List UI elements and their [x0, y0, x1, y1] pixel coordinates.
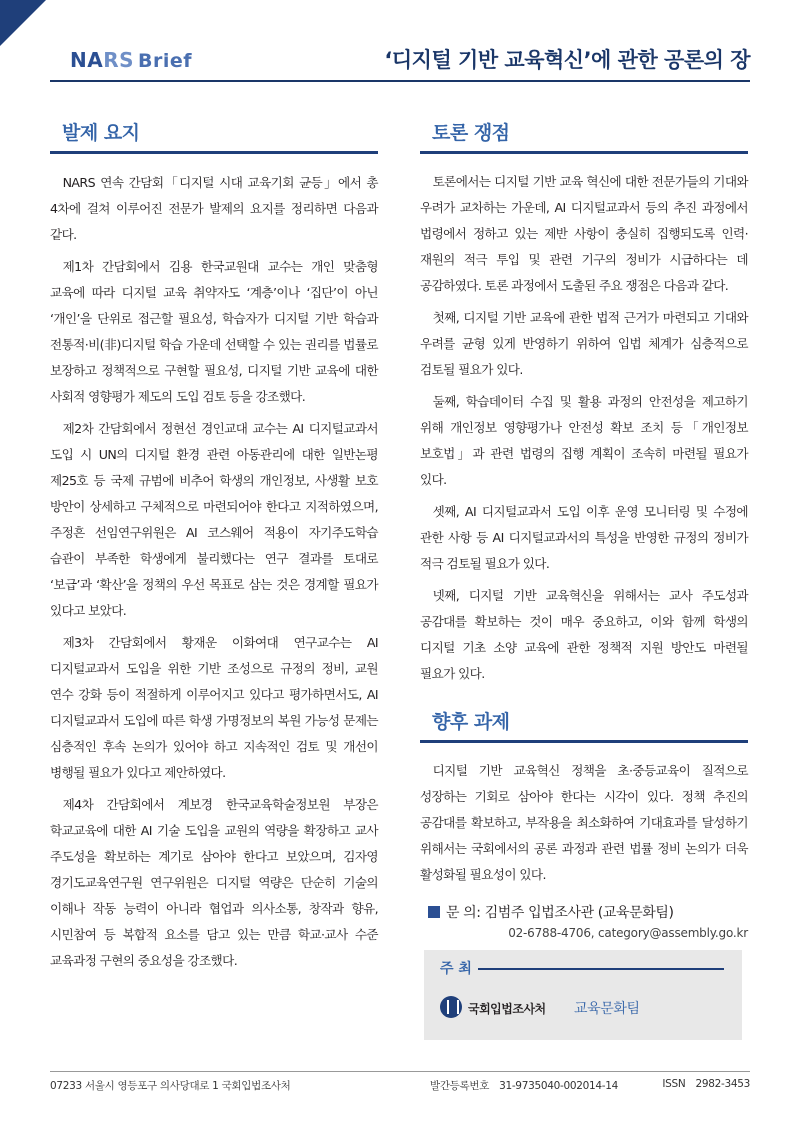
contact-line: [428, 902, 748, 922]
paragraph: 토론에서는 디지털 기반 교육 혁신에 대한 전문가들의 기대와 우려가 교차하는 가운데, AI 디지털교과서 등의 추진 과정에서 법령에서 정하고 있는 제반 사항이 충실히 집행되도록 인력·재원의 적극 투입 및 관련 기구의 정비가 시급하다는 데 공감하였다. 토론 과정에서 도출된 주요 쟁점은 다음과 같다.: [420, 174, 748, 293]
host-box: [424, 950, 742, 1040]
footer-issn: [662, 1078, 750, 1090]
contact-details: 02-6788-4706, category@assembly.go.kr: [508, 926, 748, 940]
paragraph: 제4차 간담회에서 계보경 한국교육학술정보원 부장은 학교교육에 대한 AI 기술 도입을 교원의 역량을 확장하고 교사 주도성을 확보하는 계기로 삼아야 한다고 보았으며, 김자영 경기도교육연구원 연구위원은 디지털 역량은 단순히 기술의 이해나 작동 능력이 아니라 협업과 의사소통, 창작과 향유, 시민참여 등 복합적 요소를 담고 있는 만큼 학교·교사 수준 교육과정 구현의 중요성을 강조했다.: [50, 797, 378, 968]
paragraph: 넷째, 디지털 기반 교육혁신을 위해서는 교사 주도성과 공감대를 확보하는 것이 매우 중요하고, 이와 함께 학생의 디지털 기초 소양 교육에 관한 정책적 지원 방안도 마련될 필요가 있다.: [420, 588, 748, 681]
footer-registration: [430, 1078, 618, 1093]
section-title-discussion: 토론 쟁점: [420, 118, 748, 154]
page-title: ‘디지털 기반 교육혁신’에 관한 공론의 장: [384, 48, 750, 72]
header-divider: [50, 80, 750, 82]
paragraph: 둘째, 학습데이터 수집 및 활용 과정의 안전성을 제고하기 위해 개인정보 영향평가나 안전성 확보 조치 등「개인정보 보호법」과 관련 법령의 집행 계획이 조속히 마련될 필요가 있다.: [420, 394, 748, 487]
square-bullet-icon: [428, 906, 440, 918]
footer-divider: [50, 1071, 750, 1072]
assembly-logo-icon: [440, 996, 462, 1018]
paragraph: 제2차 간담회에서 정현선 경인교대 교수는 AI 디지털교과서 도입 시 UN의 디지털 환경 관련 아동관리에 대한 일반논평 제25호 등 국제 규범에 비추어 학생의 개인정보, 사생활 보호 방안이 상세하고 구체적으로 마련되어야 한다고 지적하였으며, 주정흔 선임연구위원은 AI 코스웨어 적용이 자기주도학습 습관이 부족한 학생에게 불리했다는 연구 결과를 토대로 ‘보급’과 ‘확산’을 정책의 우선 목표로 삼는 것은 경계할 필요가 있다고 보았다.: [50, 421, 378, 618]
corner-decoration: [0, 0, 46, 46]
paragraph: 셋째, AI 디지털교과서 도입 이후 운영 모니터링 및 수정에 관한 사항 등 AI 디지털교과서의 특성을 반영한 규정의 정비가 적극 검토될 필요가 있다.: [420, 504, 748, 571]
host-label: 주 최: [440, 961, 472, 977]
host-org: 국회입법조사처: [468, 1002, 546, 1016]
brand-part1: NA: [70, 48, 104, 72]
contact-label: 문 의:: [446, 905, 481, 921]
reg-number: 31-9735040-002014-14: [499, 1080, 618, 1092]
contact-name: 김범주 입법조사관 (교육문화팀): [484, 905, 674, 921]
left-column: [50, 118, 378, 980]
host-divider: [478, 968, 724, 970]
host-team: 교육문화팀: [574, 1001, 640, 1017]
reg-label: 발간등록번호: [430, 1080, 490, 1092]
section-title-future-tasks: 향후 과제: [420, 707, 748, 743]
section-title-presentation: 발제 요지: [50, 118, 378, 154]
paragraph: 제3차 간담회에서 황재운 이화여대 연구교수는 AI 디지털교과서 도입을 위한 기반 조성으로 규정의 정비, 교원 연수 강화 등이 적절하게 이루어지고 있다고 평가하면서도, AI 디지털교과서 도입에 따른 학생 가명정보의 복원 가능성 문제는 심층적인 후속 논의가 있어야 하고 지속적인 검토 및 개선이 병행될 필요가 있다고 제안하였다.: [50, 635, 378, 780]
issn-label: ISSN: [662, 1078, 686, 1090]
brand-logo: [70, 48, 192, 72]
issn-number: 2982-3453: [695, 1078, 750, 1090]
right-column: [420, 118, 748, 1040]
paragraph: 첫째, 디지털 기반 교육에 관한 법적 근거가 마련되고 기대와 우려를 균형 있게 반영하기 위하여 입법 체계가 심층적으로 검토될 필요가 있다.: [420, 310, 748, 377]
contact-block: [420, 902, 748, 940]
paragraph: 제1차 간담회에서 김용 한국교원대 교수는 개인 맞춤형 교육에 따라 디지털 교육 취약자도 ‘계층’이나 ‘집단’이 아닌 ‘개인’을 단위로 접근할 필요성, 학습자가 디지털 기반 학습과 전통적·비(非)디지털 학습 가운데 선택할 수 있는 권리를 법률로 보장하고 정책적으로 구현할 필요성, 디지털 기반 교육에 대한 사회적 영향평가 제도의 도입 검토 등을 강조했다.: [50, 259, 378, 404]
paragraph: 디지털 기반 교육혁신 정책을 초·중등교육이 질적으로 성장하는 기회로 삼아야 한다는 시각이 있다. 정책 추진의 공감대를 확보하고, 부작용을 최소화하여 기대효과를 달성하기 위해서는 국회에서의 공론 과정과 관련 법률 정비 논의가 더욱 활성화될 필요성이 있다.: [420, 763, 748, 882]
brand-part3: Brief: [138, 50, 193, 72]
brand-part2: RS: [103, 48, 135, 72]
footer-address: 07233 서울시 영등포구 의사당대로 1 국회입법조사처: [50, 1080, 291, 1092]
paragraph: NARS 연속 간담회「디지털 시대 교육기회 균등」에서 총 4차에 걸쳐 이루어진 전문가 발제의 요지를 정리하면 다음과 같다.: [50, 175, 378, 242]
